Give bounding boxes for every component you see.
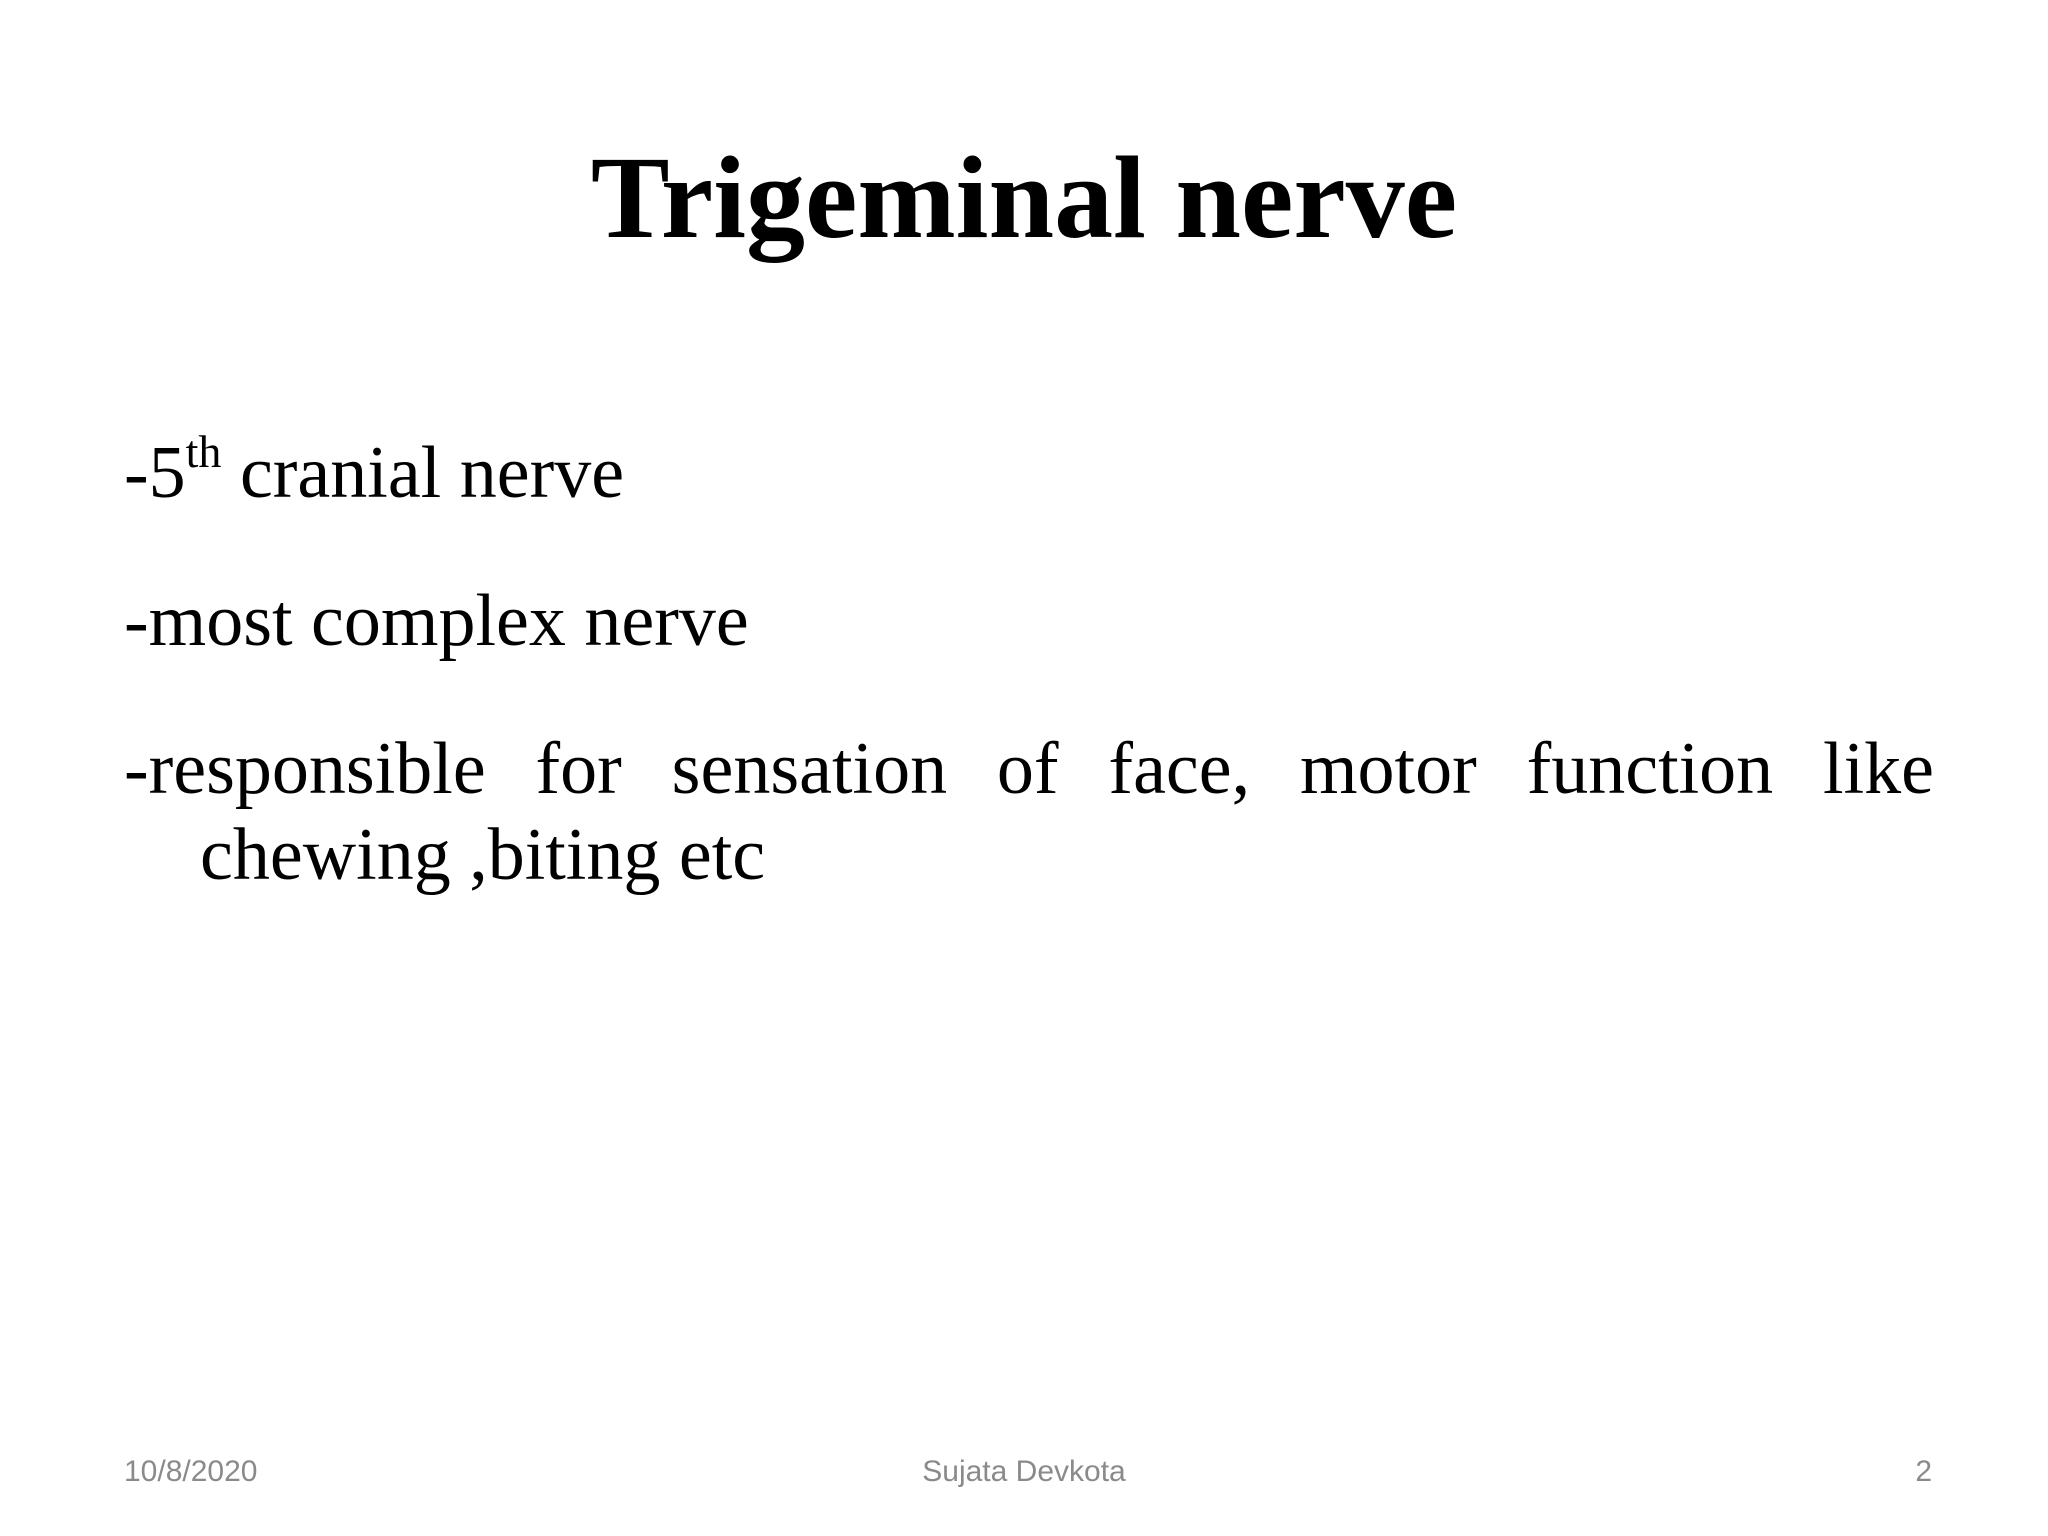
bullet-item: -responsible for sensation of face, motor function like chewing ,biting etc <box>124 728 1934 896</box>
bullet-superscript: th <box>185 426 222 477</box>
bullet-list <box>124 426 1934 898</box>
bullet-item: -most complex nerve <box>124 580 749 662</box>
footer-date: 10/8/2020 <box>124 1455 258 1488</box>
bullet-suffix: cranial nerve <box>221 432 625 514</box>
bullet-prefix: -5 <box>124 432 186 514</box>
slide-title: Trigeminal nerve <box>590 132 1458 263</box>
footer-page-number: 2 <box>1915 1455 1932 1488</box>
bullet-item <box>124 426 1934 516</box>
footer-author: Sujata Devkota <box>922 1455 1126 1488</box>
